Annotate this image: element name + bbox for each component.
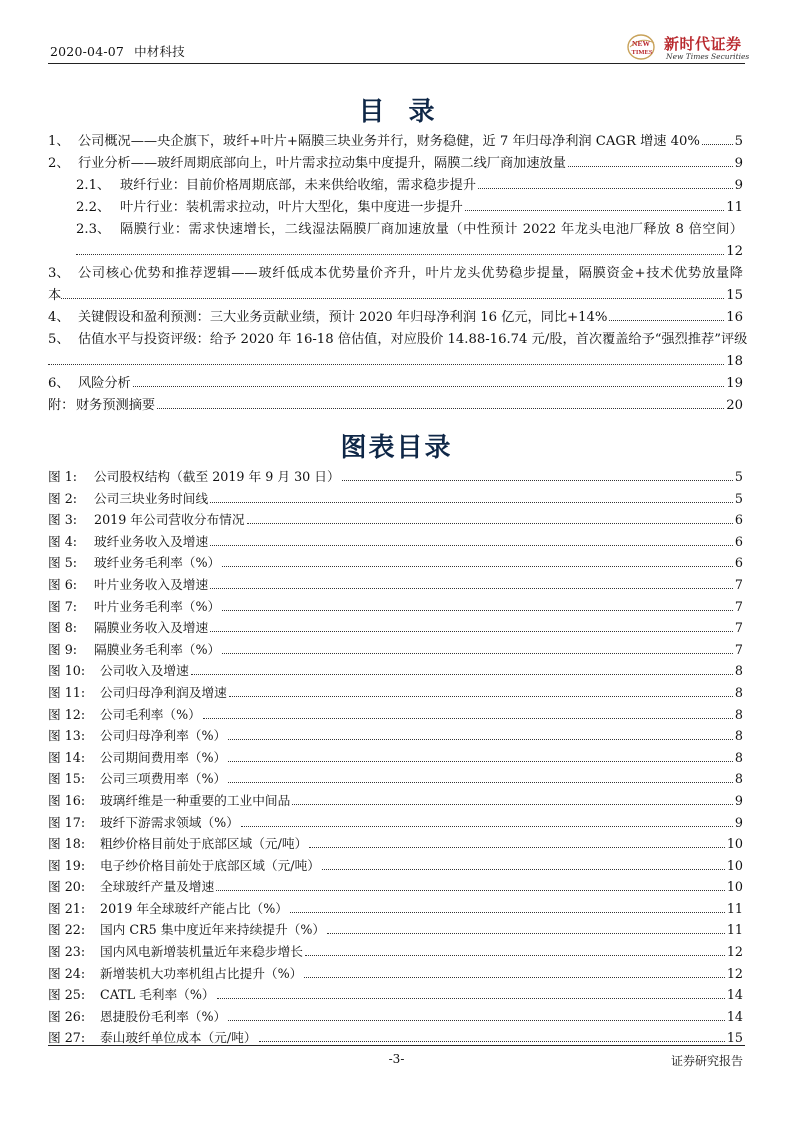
figure-title: 公司毛利率（%） [100,706,201,722]
toc-item-text: 隔膜行业：需求快速增长，二线湿法隔膜厂商加速放量（中性预计 2022 年龙头电池厂释放 8 倍空间） [120,222,743,237]
figure-list [48,466,743,1049]
header-divider [48,63,745,64]
figure-label: 图 10: [48,663,86,679]
figure-list-item[interactable] [48,963,743,985]
figure-page: 8 [734,771,743,787]
figure-page: 7 [734,576,743,592]
figure-list-item[interactable] [48,833,743,855]
figure-list-item[interactable] [48,596,743,618]
toc-title: 目录 [358,97,459,127]
figure-label: 图 4: [48,533,78,549]
figure-label: 图 17: [48,814,86,830]
figure-list-item[interactable] [48,704,743,726]
figure-list-item[interactable] [48,768,743,790]
figure-page: 15 [726,1030,743,1046]
toc-item[interactable]: 1、 公司概况——央企旗下，玻纤+叶片+隔膜三块业务并行，财务稳健，近 7 年归母净利润 CAGR 增速 40% 5 [48,131,743,153]
figure-title: 电子纱价格目前处于底部区域（元/吨） [100,857,320,873]
figure-title: 玻纤业务毛利率（%） [94,555,221,571]
figure-page: 11 [726,900,743,916]
figure-list-item[interactable] [48,725,743,747]
figure-list-item[interactable] [48,876,743,898]
figure-page: 5 [734,490,743,506]
figure-list-item[interactable] [48,488,743,510]
toc-item-text: 风险分析 [78,376,131,391]
figure-title: 玻璃纤维是一种重要的工业中间品 [100,792,291,808]
toc-item[interactable]: 附： 财务预测摘要 20 [48,395,743,417]
figure-page: 6 [734,512,743,528]
figure-title: 2019 年全球玻纤产能占比（%） [100,900,288,916]
figure-label: 图 2: [48,490,78,506]
toc-item[interactable]: 3、 公司核心优势和推荐逻辑——玻纤低成本优势量价齐升，叶片龙头优势稳步提量，隔膜资金+技术优势放量降 本 15 [48,263,743,307]
figure-title: 新增装机大功率机组占比提升（%） [100,965,303,981]
figure-title: 公司归母净利率（%） [100,728,227,744]
figure-list-item[interactable] [48,552,743,574]
figure-page: 11 [726,922,743,938]
toc-item-page: 16 [726,310,743,325]
figure-page: 7 [734,598,743,614]
figure-label: 图 13: [48,728,86,744]
figure-title: 公司三项费用率（%） [100,771,227,787]
toc-subitem[interactable]: 2.2、 叶片行业：装机需求拉动，叶片大型化，集中度进一步提升 11 [48,197,743,219]
toc-item-text: 玻纤行业：目前价格周期底部，未来供给收缩，需求稳步提升 [120,178,477,193]
figure-label: 图 19: [48,857,86,873]
figure-list-item[interactable] [48,682,743,704]
figure-label: 图 12: [48,706,86,722]
toc-item-text: 财务预测摘要 [76,398,156,413]
figure-label: 图 22: [48,922,86,938]
page-number: -3- [388,1052,405,1066]
toc-item[interactable]: 5、 估值水平与投资评级：给予 2020 年 16-18 倍估值，对应股价 14.88-16.74 元/股，首次覆盖给予“强烈推荐”评级 18 [48,329,743,373]
figure-title: 公司期间费用率（%） [100,749,227,765]
figure-title: 隔膜业务收入及增速 [94,620,209,636]
figure-page: 10 [726,857,743,873]
figure-title: 泰山玻纤单位成本（元/吨） [100,1030,257,1046]
figure-title: 公司股权结构（截至 2019 年 9 月 30 日） [94,469,340,484]
figure-page: 8 [734,749,743,765]
company-name: 中材科技 [134,44,185,59]
figure-label: 图 20: [48,879,86,895]
new-times-logo-icon [626,32,660,62]
toc-list [48,131,748,417]
figure-page: 8 [734,684,743,700]
figure-title: 粗纱价格目前处于底部区域（元/吨） [100,836,308,852]
figure-page: 9 [734,792,743,808]
figure-label: 图 9: [48,641,78,657]
toc-item-text: 公司核心优势和推荐逻辑——玻纤低成本优势量价齐升，叶片龙头优势稳步提量，隔膜资金+技术优势放量降 [78,266,743,281]
figure-list-item[interactable] [48,855,743,877]
figure-list-item[interactable] [48,639,743,661]
figure-label: 图 26: [48,1008,86,1024]
logo-chinese-name: 新时代证券 [664,35,742,53]
figure-page: 10 [726,879,743,895]
figure-title: 公司收入及增速 [100,663,189,679]
figure-label: 图 25: [48,987,86,1003]
figure-label: 图 21: [48,900,86,916]
figure-title: 叶片业务收入及增速 [94,576,209,592]
svg-text:NEW: NEW [632,39,650,48]
figure-page: 8 [734,706,743,722]
toc-item-text: 叶片行业：装机需求拉动，叶片大型化，集中度进一步提升 [120,200,463,215]
figure-page: 7 [734,620,743,636]
figure-title: 叶片业务毛利率（%） [94,598,221,614]
figure-list-item[interactable] [48,574,743,596]
figure-page: 10 [726,836,743,852]
figure-list-item[interactable] [48,1006,743,1028]
toc-item-page: 5 [734,134,743,149]
report-header [50,42,185,60]
figure-title: 国内 CR5 集中度近年来持续提升（%） [100,922,326,938]
figure-list-title: 图表目录 [340,433,453,463]
figure-list-item[interactable] [48,466,743,488]
footer-divider [48,1045,745,1046]
toc-item[interactable]: 2、 行业分析——玻纤周期底部向上，叶片需求拉动集中度提升，隔膜二线厂商加速放量 9 [48,153,743,175]
figure-title: 国内风电新增装机量近年来稳步增长 [100,944,303,960]
toc-item-text-continued: 本 [48,288,62,303]
figure-page: 7 [734,641,743,657]
figure-title: 全球玻纤产量及增速 [100,879,215,895]
figure-page: 6 [734,555,743,571]
figure-title: 玻纤下游需求领域（%） [100,814,239,830]
broker-logo [626,32,750,64]
toc-item[interactable]: 6、 风险分析 19 [48,373,743,395]
figure-page: 8 [734,728,743,744]
figure-title: 2019 年公司营收分布情况 [94,512,245,528]
figure-label: 图 5: [48,555,78,571]
figure-page: 14 [726,987,743,1003]
toc-item-text: 估值水平与投资评级：给予 2020 年 16-18 倍估值，对应股价 14.88-16.74 元/股，首次覆盖给予“强烈推荐”评级 [78,332,748,347]
logo-english-name: New Times Securities [666,52,750,61]
toc-item-page: 20 [726,398,743,413]
report-date: 2020-04-07 [50,44,125,59]
svg-text:TIMES: TIMES [631,49,653,56]
figure-page: 12 [726,965,743,981]
figure-list-item[interactable] [48,790,743,812]
figure-label: 图 18: [48,836,86,852]
toc-subitem[interactable]: 2.1、 玻纤行业：目前价格周期底部，未来供给收缩，需求稳步提升 9 [48,175,743,197]
figure-list-item[interactable] [48,941,743,963]
figure-label: 图 8: [48,620,78,636]
figure-list-item[interactable] [48,660,743,682]
figure-label: 图 7: [48,598,78,614]
figure-title: CATL 毛利率（%） [100,987,215,1003]
figure-label: 图 27: [48,1030,86,1046]
figure-page: 8 [734,663,743,679]
figure-title: 公司归母净利润及增速 [100,684,227,700]
figure-label: 图 11: [48,684,86,700]
toc-item-page: 9 [734,156,743,171]
figure-label: 图 3: [48,512,78,528]
figure-list-item[interactable] [48,984,743,1006]
figure-list-item[interactable] [48,509,743,531]
toc-item-page: 19 [726,376,743,391]
toc-item-page: 15 [726,288,743,303]
figure-page: 6 [734,533,743,549]
figure-label: 图 23: [48,944,86,960]
toc-item-text: 关键假设和盈利预测：三大业务贡献业绩，预计 2020 年归母净利润 16 亿元，同比+14% [78,310,608,325]
toc-item[interactable]: 4、 关键假设和盈利预测：三大业务贡献业绩，预计 2020 年归母净利润 16 亿元，同比+14% 16 [48,307,743,329]
figure-label: 图 16: [48,792,86,808]
report-type: 证券研究报告 [670,1054,743,1068]
figure-page: 9 [734,814,743,830]
toc-subitem[interactable]: 2.3、 隔膜行业：需求快速增长，二线湿法隔膜厂商加速放量（中性预计 2022 年龙头电池厂释放 8 倍空间） 12 [48,219,743,263]
figure-page: 12 [726,944,743,960]
toc-item-text: 行业分析——玻纤周期底部向上，叶片需求拉动集中度提升，隔膜二线厂商加速放量 [78,156,566,171]
toc-item-page: 9 [734,178,743,193]
toc-item-text: 公司概况——央企旗下，玻纤+叶片+隔膜三块业务并行，财务稳健，近 7 年归母净利润 CAGR 增速 40% [78,134,700,149]
figure-label: 图 14: [48,749,86,765]
figure-page: 5 [734,469,743,484]
figure-title: 公司三块业务时间线 [94,490,209,506]
figure-label: 图 15: [48,771,86,787]
toc-item-page: 11 [726,200,743,215]
toc-item-page: 12 [726,244,743,259]
figure-list-item[interactable] [48,617,743,639]
figure-title: 玻纤业务收入及增速 [94,533,209,549]
figure-list-item[interactable] [48,898,743,920]
figure-list-item[interactable] [48,919,743,941]
toc-item-page: 18 [726,354,743,369]
figure-label: 图 1: [48,469,78,484]
figure-list-item[interactable] [48,747,743,769]
figure-page: 14 [726,1008,743,1024]
figure-title: 恩捷股份毛利率（%） [100,1008,227,1024]
figure-list-item[interactable] [48,531,743,553]
figure-label: 图 6: [48,576,78,592]
figure-list-item[interactable] [48,812,743,834]
figure-label: 图 24: [48,965,86,981]
figure-title: 隔膜业务毛利率（%） [94,641,221,657]
